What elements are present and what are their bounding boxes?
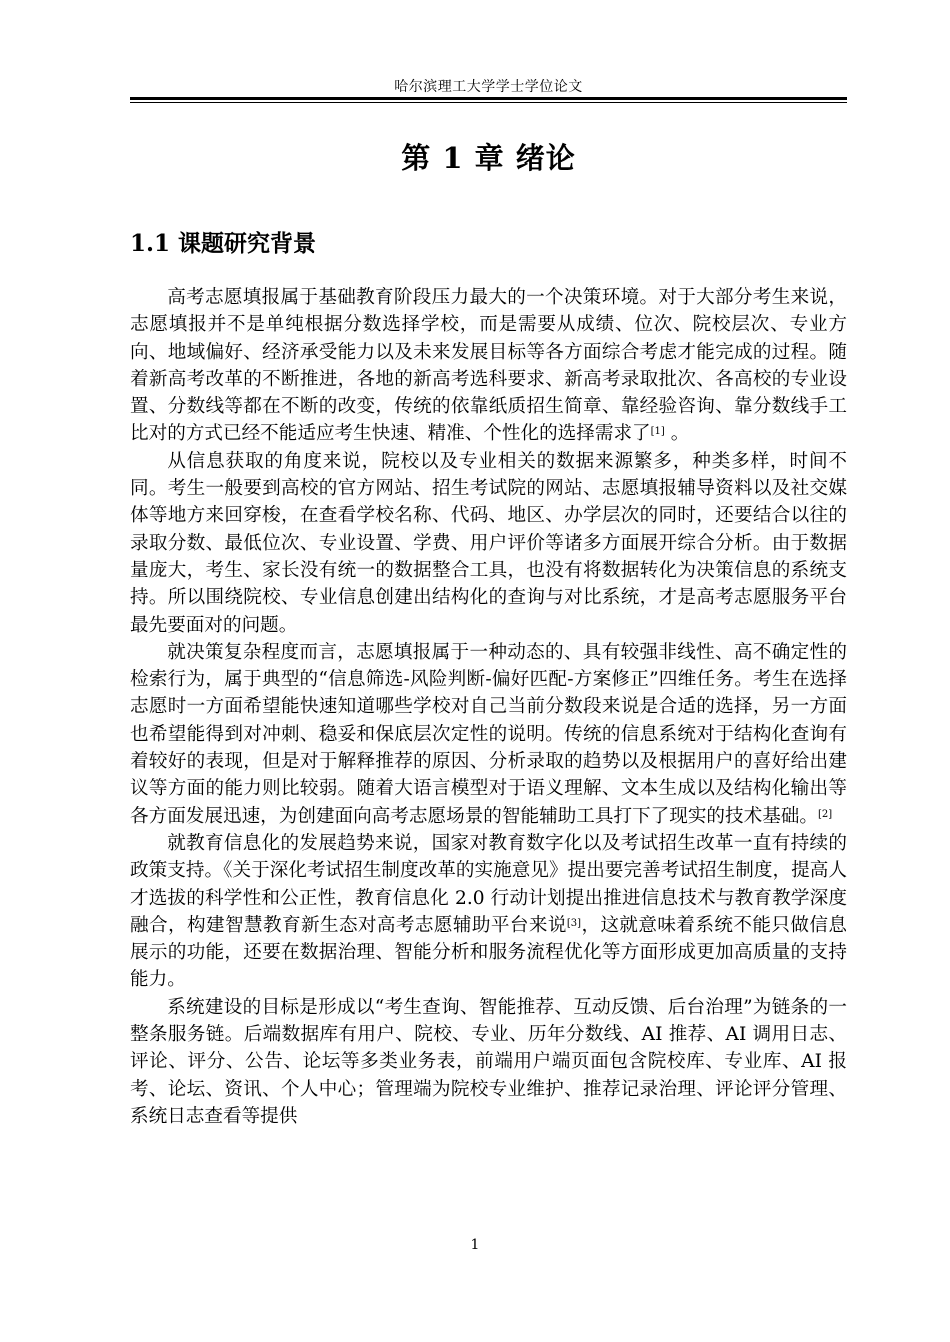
paragraph bbox=[130, 639, 847, 830]
paragraph bbox=[130, 448, 847, 639]
citation-marker: [3] bbox=[566, 917, 582, 929]
paragraph-text: 高考志愿填报属于基础教育阶段压力最大的一个决策环境。对于大部分考生来说，志愿填报并不是单纯根据分数选择学校，而是需要从成绩、位次、院校层次、专业方向、地域偏好、经济承受能力以及未来发展目标等各方面综合考虑才能完成的过程。随着新高考改革的不断推进，各地的新高考选科要求、新高考录取批次、各高校的专业设置、分数线等都在不断的改变，传统的依靠纸质招生简章、靠经验咨询、靠分数线手工比对的方式已经不能适应考生快速、精准、个性化的选择需求了 bbox=[130, 287, 847, 445]
paragraph-text: 从信息获取的角度来说，院校以及专业相关的数据来源繁多，种类多样，时间不同。考生一般要到高校的官方网站、招生考试院的网站、志愿填报辅导资料以及社交媒体等地方来回穿梭，在查看学校名称、代码、地区、办学层次的同时，还要结合以往的录取分数、最低位次、专业设置、学费、用户评价等诸多方面展开综合分析。由于数据量庞大，考生、家长没有统一的数据整合工具，也没有将数据转化为决策信息的系统支持。所以围绕院校、专业信息创建出结构化的查询与对比系统，才是高考志愿服务平台最先要面对的问题。 bbox=[130, 450, 847, 636]
header-rule-thin bbox=[130, 102, 847, 103]
page-number: 1 bbox=[470, 1237, 480, 1253]
paragraph bbox=[130, 994, 847, 1130]
header-rule bbox=[130, 97, 847, 100]
running-header: 哈尔滨理工大学学士学位论文 bbox=[394, 79, 583, 95]
paragraph-text: 就决策复杂程度而言，志愿填报属于一种动态的、具有较强非线性、高不确定性的检索行为，属于典型的“信息筛选-风险判断-偏好匹配-方案修正”四维任务。考生在选择志愿时一方面希望能快速知道哪些学校对自己当前分数段来说是合适的选择，另一方面也希望能得到对冲刺、稳妥和保底层次定性的说明。传统的信息系统对于结构化查询有着较好的表现，但是对于解释推荐的原因、分析录取的趋势以及根据用户的喜好给出建议等方面的能力则比较弱。随着大语言模型对于语义理解、文本生成以及结构化输出等各方面发展迅速，为创建面向高考志愿场景的智能辅助工具打下了现实的技术基础。 bbox=[130, 641, 847, 827]
paragraph-text: 系统建设的目标是形成以“考生查询、智能推荐、互动反馈、后台治理”为链条的一整条服务链。后端数据库有用户、院校、专业、历年分数线、AI 推荐、AI 调用日志、评论、评分、公告、论坛等多类业务表，前端用户端页面包含院校库、专业库、AI 报考、论坛、资讯、个人中心；管理端为院校专业维护、推荐记录治理、评论评分管理、系统日志查看等提供 bbox=[130, 996, 847, 1127]
paragraph-tail: 。 bbox=[664, 423, 690, 445]
body-text bbox=[130, 284, 847, 1130]
paragraph bbox=[130, 830, 847, 994]
section-title: 1.1 课题研究背景 bbox=[130, 230, 317, 257]
chapter-title: 第 1 章 绪论 bbox=[401, 141, 576, 175]
paragraph bbox=[130, 284, 847, 448]
citation-marker: [2] bbox=[817, 808, 833, 820]
paragraph-tail: ，这就意味着系统不能只做信息展示的功能，还要在数据治理、智能分析和服务流程优化等方面形成更加高质量的支持能力。 bbox=[130, 914, 847, 991]
citation-marker: [1] bbox=[650, 426, 665, 438]
paragraph-text: 就教育信息化的发展趋势来说，国家对教育数字化以及考试招生改革一直有持续的政策支持。《关于深化考试招生制度改革的实施意见》提出要完善考试招生制度，提高人才选拔的科学性和公正性，教育信息化 2.0 行动计划提出推进信息技术与教育教学深度融合，构建智慧教育新生态对高考志愿辅助平台来说 bbox=[130, 832, 847, 936]
